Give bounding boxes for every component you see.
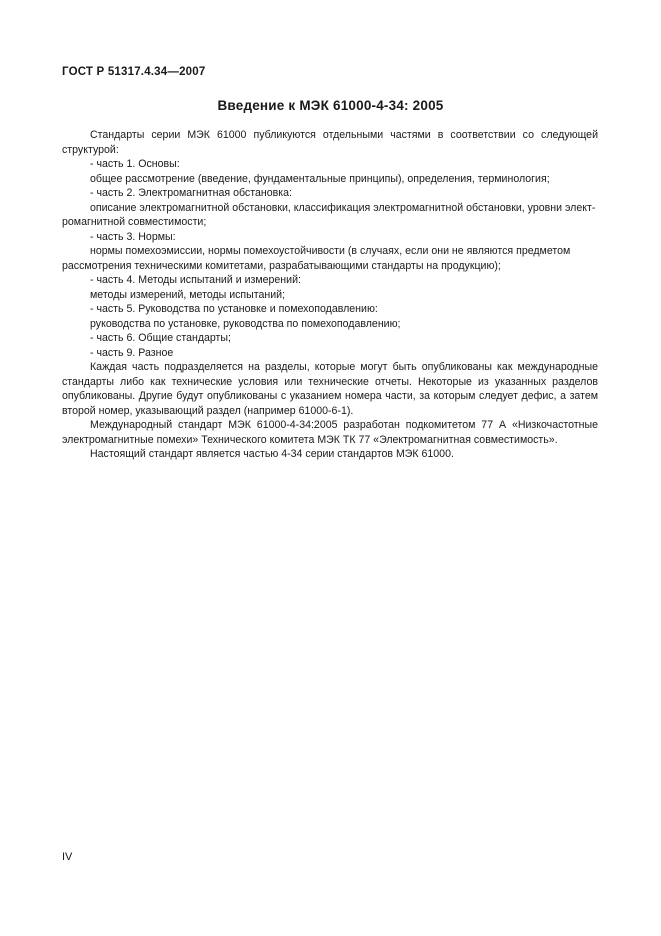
part-2-heading: - часть 2. Электромагнитная обстановка: [90, 187, 292, 199]
document-header: ГОСТ Р 51317.4.34—2007 [62, 66, 206, 78]
part-5-description: руководства по установке, руководства по помехоподавлению; [90, 317, 401, 330]
section-title: Введение к МЭК 61000-4-34: 2005 [217, 98, 444, 113]
standard-scope-paragraph: Настоящий стандарт является частью 4-34 серии стандартов МЭК 61000. [90, 448, 454, 460]
part-4-description: методы измерений, методы испытаний; [90, 288, 286, 301]
part-9-heading: - часть 9. Разное [90, 346, 174, 359]
standard-origin-paragraph: Международный стандарт МЭК 61000-4-34:2005 разработан подкомитетом 77 А «Низкочастотные электромагнитные помехи» Технического комитета МЭК ТК 77 «Электромагнитная совместимость». [62, 419, 598, 446]
part-1-description: общее рассмотрение (введение, фундаментальные принципы), определения, терминология; [90, 172, 550, 185]
part-3-description: нормы помехоэмиссии, нормы помехоустойчивости (в случаях, если они не являются предметом [90, 245, 571, 257]
part-3-heading: - часть 3. Нормы: [90, 230, 176, 243]
part-4-heading: - часть 4. Методы испытаний и измерений: [90, 274, 301, 286]
sections-paragraph: Каждая часть подразделяется на разделы, которые могут быть опубликованы как международные стандарты либо как технические условия или технические отчеты. Некоторые из указанных разделов опубликованы. Другие будут опубликованы с указанием номера части, за которым следует дефис, а затем второй номер, указывающий раздел (например 61000-6-1). [62, 361, 598, 417]
part-3-description-cont: рассмотрения техническими комитетами, разрабатывающими стандарты на продукцию); [62, 259, 501, 272]
part-1-heading: - часть 1. Основы: [90, 158, 180, 170]
part-2-description-cont: ромагнитной совместимости; [62, 216, 207, 228]
part-6-heading: - часть 6. Общие стандарты; [90, 332, 231, 344]
part-2-description: описание электромагнитной обстановки, классификация электромагнитной обстановки, уровни элект- [90, 201, 596, 214]
document-body [62, 128, 598, 462]
intro-paragraph: Стандарты серии МЭК 61000 публикуются отдельными частями в соответствии со следующей структурой: [62, 129, 598, 156]
part-5-heading: - часть 5. Руководства по установке и помехоподавлению: [90, 303, 378, 315]
page-number: IV [62, 851, 73, 863]
